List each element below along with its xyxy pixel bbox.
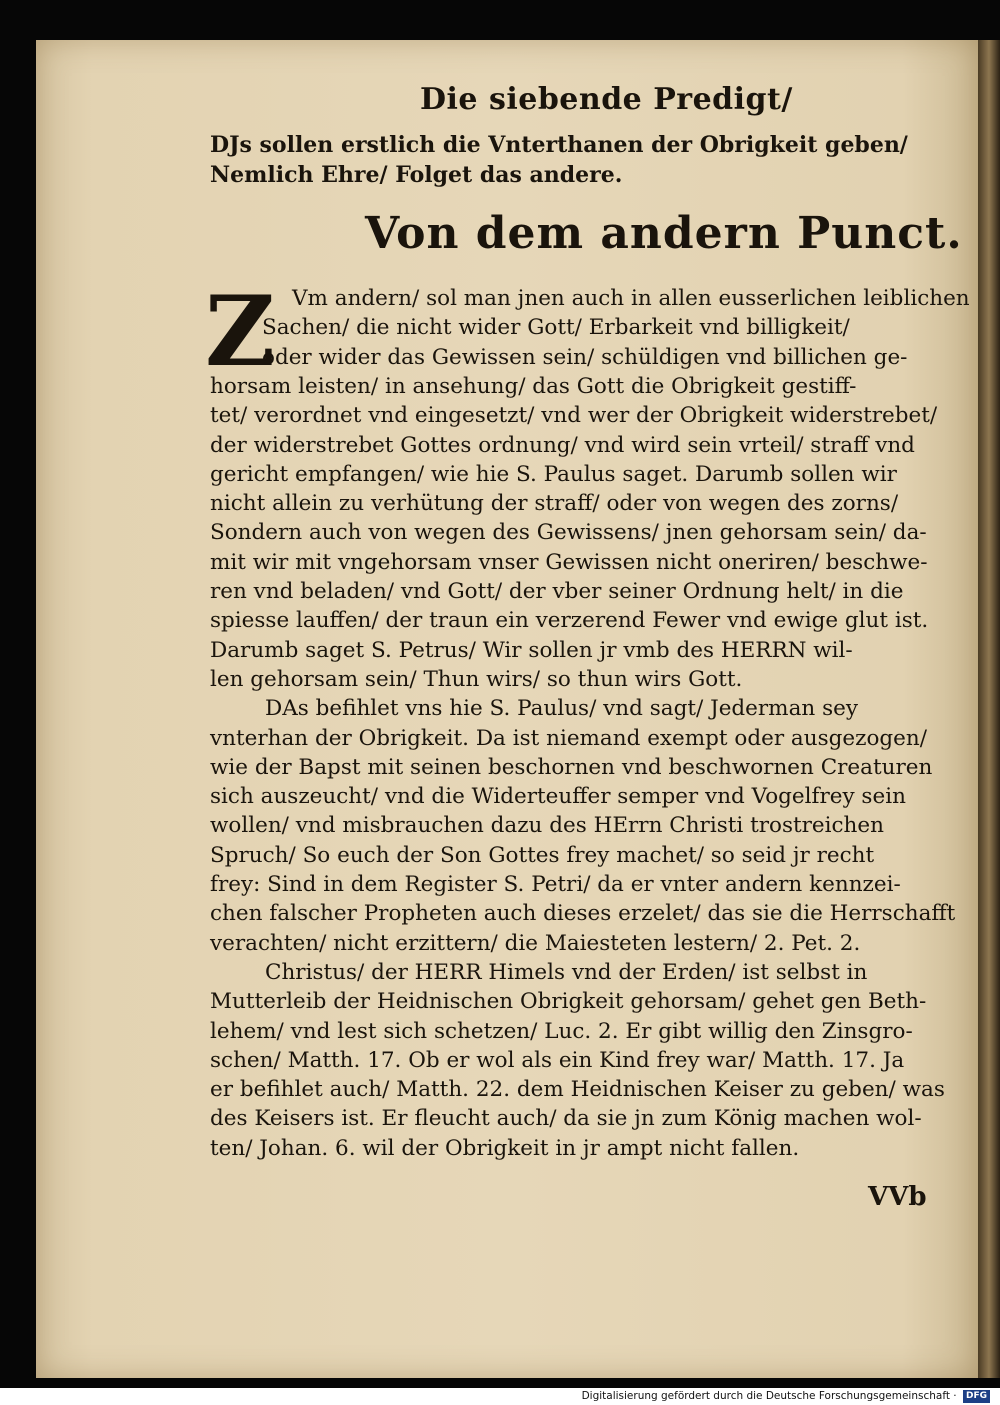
page-edge [978, 40, 1000, 1378]
body-line: Darumb saget S. Petrus/ Wir sollen jr vmb des HERRN wil- [210, 637, 853, 663]
body-line: DAs befihlet vns hie S. Paulus/ vnd sagt/ Jederman sey [265, 696, 858, 722]
body-line: Christus/ der HERR Himels vnd der Erden/ ist selbst in [265, 959, 868, 985]
body-line: vnterhan der Obrigkeit. Da ist niemand exempt oder ausgezogen/ [210, 725, 927, 751]
body-line: nicht allein zu verhütung der straff/ oder von wegen des zorns/ [210, 491, 899, 517]
catchword: VVb [868, 1182, 927, 1212]
body-line: schen/ Matth. 17. Ob er wol als ein Kind frey war/ Matth. 17. Ja [210, 1047, 905, 1073]
section-heading: Von dem andern Punct. [365, 208, 963, 259]
intro-line-2: Nemlich Ehre/ Folget das andere. [210, 162, 623, 188]
body-line: ten/ Johan. 6. wil der Obrigkeit in jr ampt nicht fallen. [210, 1135, 800, 1161]
body-line: Vm andern/ sol man jnen auch in allen eusserlichen leiblichen [292, 286, 970, 311]
body-line: des Keisers ist. Er fleucht auch/ da sie jn zum König machen wol- [210, 1106, 922, 1132]
footer-separator: · [953, 1390, 957, 1402]
body-line: verachten/ nicht erzittern/ die Maiesteten lestern/ 2. Pet. 2. [210, 930, 861, 956]
body-line: er befihlet auch/ Matth. 22. dem Heidnischen Keiser zu geben/ was [210, 1077, 945, 1103]
body-line: tet/ verordnet vnd eingesetzt/ vnd wer der Obrigkeit widerstrebet/ [210, 403, 938, 429]
body-line: sich auszeucht/ vnd die Widerteuffer semper vnd Vogelfrey sein [210, 784, 906, 810]
body-line: wollen/ vnd misbrauchen dazu des HErrn Christi trostreichen [210, 813, 884, 839]
body-line: Sondern auch von wegen des Gewissens/ jnen gehorsam sein/ da- [210, 520, 927, 546]
footer-text: Digitalisierung gefördert durch die Deutsche Forschungsgemeinschaft [581, 1390, 950, 1402]
body-line: oder wider das Gewissen sein/ schüldigen vnd billichen ge- [262, 344, 908, 370]
drop-cap: Z [205, 275, 276, 388]
body-line: Mutterleib der Heidnischen Obrigkeit gehorsam/ gehet gen Beth- [210, 989, 927, 1015]
digitization-footer [582, 1388, 990, 1405]
body-line: Sachen/ die nicht wider Gott/ Erbarkeit vnd billigkeit/ [262, 315, 850, 341]
body-line: frey: Sind in dem Register S. Petri/ da er vnter andern kennzei- [210, 872, 901, 897]
intro-line-1: DJs sollen erstlich die Vnterthanen der Obrigkeit geben/ [210, 132, 908, 158]
body-line: gericht empfangen/ wie hie S. Paulus saget. Darumb sollen wir [210, 461, 897, 487]
body-line: wie der Bapst mit seinen beschornen vnd beschwornen Creaturen [210, 754, 933, 780]
body-line: ren vnd beladen/ vnd Gott/ der vber seiner Ordnung helt/ in die [210, 579, 904, 604]
body-line: len gehorsam sein/ Thun wirs/ so thun wirs Gott. [210, 666, 743, 692]
body-line: der widerstrebet Gottes ordnung/ vnd wird sein vrteil/ straff vnd [210, 432, 915, 458]
body-line: spiesse lauffen/ der traun ein verzerend Fewer vnd ewige glut ist. [210, 608, 929, 634]
body-line: lehem/ vnd lest sich schetzen/ Luc. 2. Er gibt willig den Zinsgro- [210, 1018, 913, 1044]
running-head: Die siebende Predigt/ [420, 82, 793, 117]
body-line: horsam leisten/ in ansehung/ das Gott die Obrigkeit gestiff- [210, 373, 857, 399]
body-line: mit wir mit vngehorsam vnser Gewissen nicht oneriren/ beschwe- [210, 549, 928, 575]
body-line: Spruch/ So euch der Son Gottes frey machet/ so seid jr recht [210, 842, 875, 868]
dfg-logo: DFG [963, 1390, 990, 1403]
body-line: chen falscher Propheten auch dieses erzelet/ das sie die Herrschafft [210, 901, 956, 927]
